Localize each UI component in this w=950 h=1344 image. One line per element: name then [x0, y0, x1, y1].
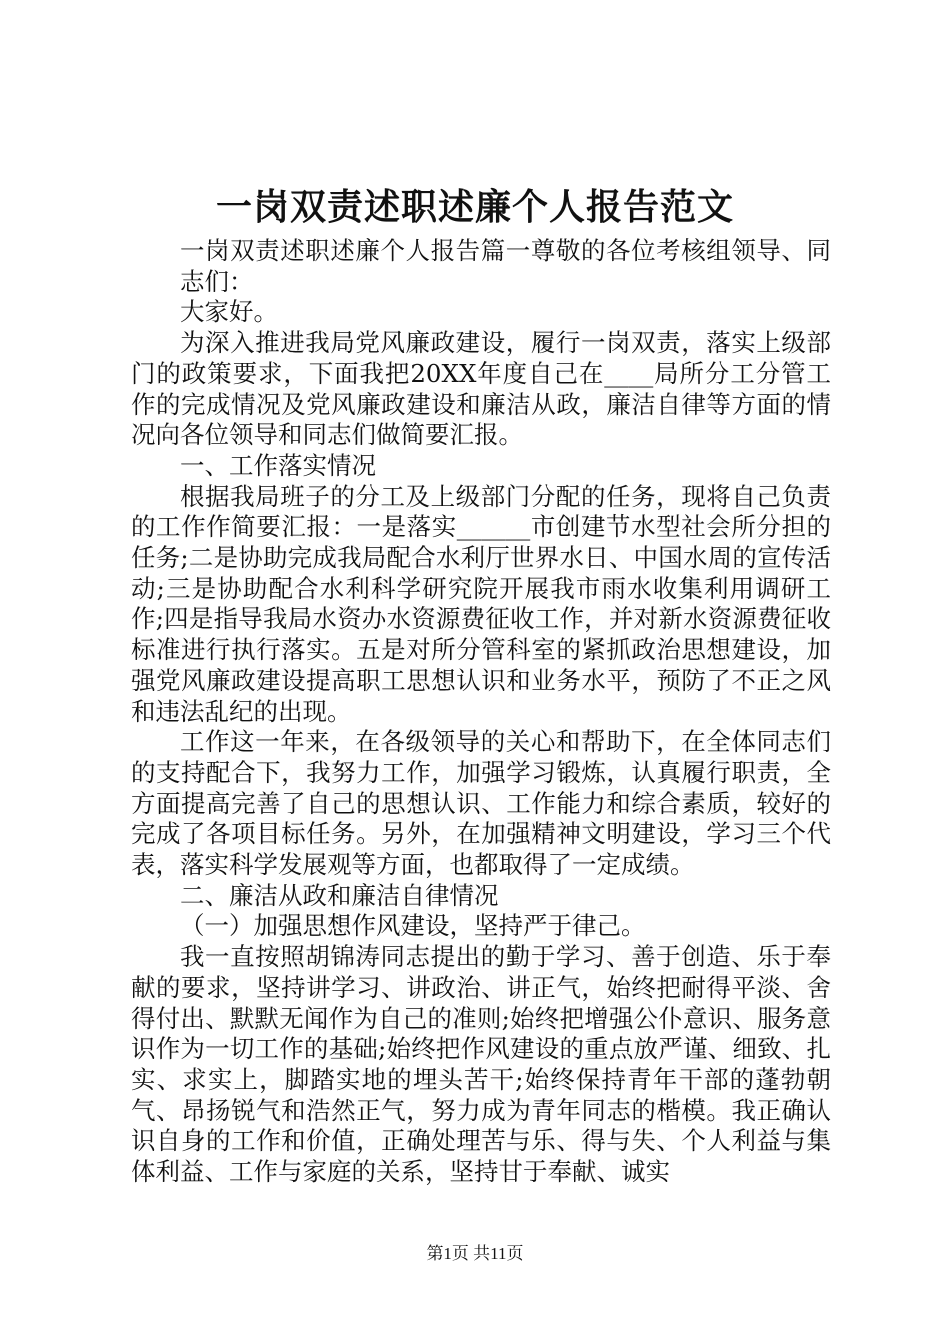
paragraph: 为深入推进我局党风廉政建设，履行一岗双责，落实上级部门的政策要求，下面我把20XX年度自己在____局所分工分管工作的完成情况及党风廉政建设和廉洁从政，廉洁自律等方面的情况向各位领导和同志们做简要汇报。 — [131, 328, 831, 450]
paragraph: （一）加强思想作风建设，坚持严于律己。 — [180, 911, 646, 941]
paragraph: 我一直按照胡锦涛同志提出的勤于学习、善于创造、乐于奉献的要求，坚持讲学习、讲政治、讲正气，始终把耐得平淡、舍得付出、默默无闻作为自己的准则;始终把增强公仆意识、服务意识作为一切工作的基础;始终把作风建设的重点放严谨、细致、扎实、求实上，脚踏实地的埋头苦干;始终保持青年干部的蓬勃朝气、昂扬锐气和浩然正气，努力成为青年同志的楷模。我正确认识自身的工作和价值，正确处理苦与乐、得与失、个人利益与集体利益、工作与家庭的关系，坚持甘于奉献、诚实 — [131, 942, 831, 1187]
paragraph: 工作这一年来，在各级领导的关心和帮助下，在全体同志们的支持配合下，我努力工作，加强学习锻炼，认真履行职责，全方面提高完善了自己的思想认识、工作能力和综合素质，较好的完成了各项目标任务。另外，在加强精神文明建设，学习三个代表，落实科学发展观等方面，也都取得了一定成绩。 — [131, 727, 831, 880]
document-body — [131, 236, 831, 1188]
paragraph: 大家好。 — [180, 297, 278, 327]
paragraph: 一岗双责述职述廉个人报告篇一尊敬的各位考核组领导、同志们： — [180, 236, 831, 296]
page-footer: 第1页 共11页 — [426, 1244, 524, 1263]
paragraph: 一、工作落实情况 — [180, 450, 376, 480]
paragraph: 根据我局班子的分工及上级部门分配的任务，现将自己负责的工作作简要汇报：一是落实______市创建节水型社会所分担的任务;二是协助完成我局配合水利厅世界水日、中国水周的宣传活动;三是协助配合水利科学研究院开展我市雨水收集利用调研工作;四是指导我局水资办水资源费征收工作，并对新水资源费征收标准进行执行落实。五是对所分管科室的紧抓政治思想建设，加强党风廉政建设提高职工思想认识和业务水平，预防了不正之风和违法乱纪的出现。 — [131, 481, 831, 726]
paragraph: 二、廉洁从政和廉洁自律情况 — [180, 880, 499, 910]
document-title: 一岗双责述职述廉个人报告范文 — [215, 186, 734, 228]
